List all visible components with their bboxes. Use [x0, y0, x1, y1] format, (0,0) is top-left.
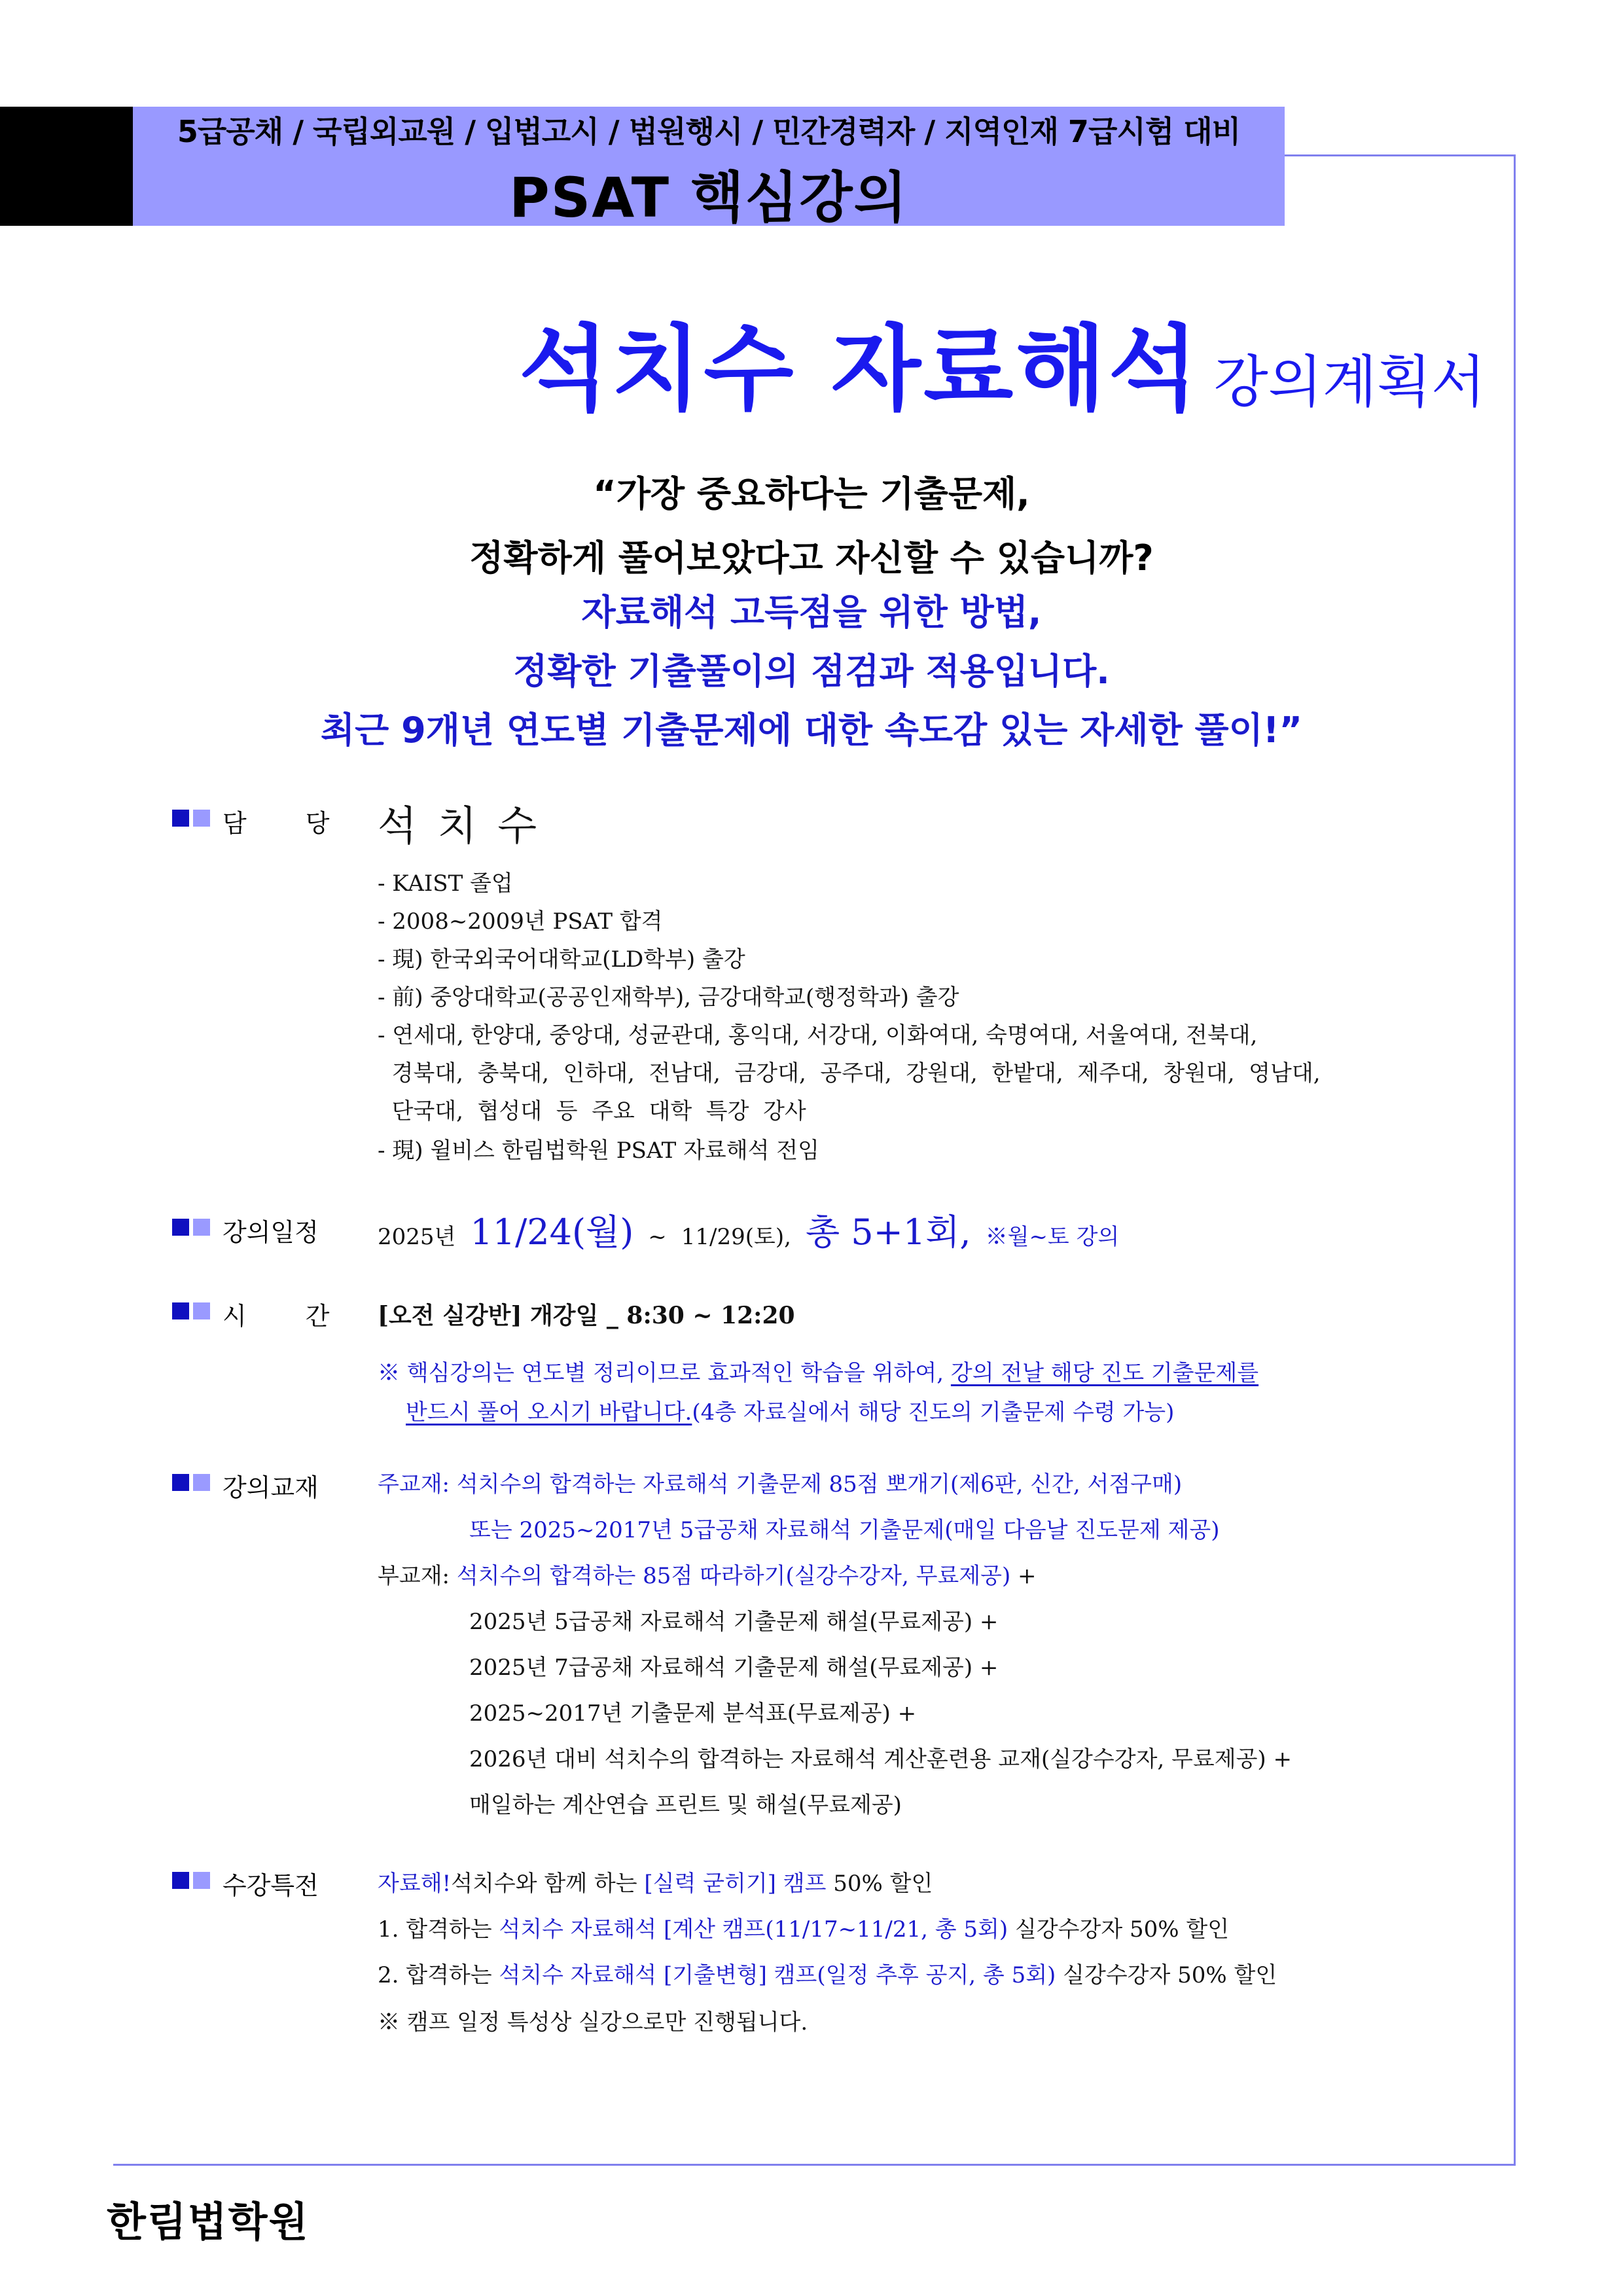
schedule-start: 11/24(월) [470, 1211, 634, 1253]
section-marker-materials [172, 1474, 210, 1491]
schedule-line [378, 1204, 1119, 1255]
slogan-line-3: 자료해석 고득점을 위한 방법, [581, 592, 1042, 633]
marker-square-light [193, 1474, 210, 1491]
marker-square-light [193, 1302, 210, 1319]
section-marker-benefits [172, 1872, 210, 1889]
time-note-underline-2: 반드시 풀어 오시기 바랍니다. [406, 1399, 692, 1426]
instructor-bio-3: - 現) 한국외국어대학교(LD학부) 출강 [378, 946, 745, 973]
slogan-line-2: 정확하게 풀어보았다고 자신할 수 있습니까? [469, 537, 1154, 579]
materials-main-line-1 [378, 1466, 1182, 1498]
header-banner [133, 107, 1285, 230]
section-marker-instructor [172, 810, 210, 827]
course-title [0, 295, 1486, 428]
time-note-suffix: (4층 자료실에서 해당 진도의 기출문제 수령 가능) [692, 1399, 1175, 1426]
instructor-bio-4: - 前) 중앙대학교(공공인재학부), 금강대학교(행정학과) 출강 [378, 984, 959, 1011]
slogan-line-4: 정확한 기출풀이의 점검과 적용입니다. [513, 651, 1110, 692]
section-marker-schedule [172, 1219, 210, 1236]
schedule-sessions: 총 5+1회, [805, 1211, 971, 1253]
benefits-line-3-a: 2. 합격하는 [378, 1962, 492, 1988]
marker-square-dark [172, 1219, 189, 1236]
instructor-bio-2: - 2008~2009년 PSAT 합격 [378, 908, 663, 935]
benefits-line-2-a: 1. 합격하는 [378, 1916, 492, 1943]
marker-square-light [193, 1219, 210, 1236]
materials-sub-item-5: 매일하는 계산연습 프린트 및 해설(무료제공) [469, 1792, 902, 1818]
materials-sub-item-3: 2025~2017년 기출문제 분석표(무료제공) + [469, 1700, 917, 1727]
frame-bottom-line [113, 2164, 1516, 2166]
slogan-line-1: “가장 중요하다는 기출문제, [593, 473, 1030, 514]
instructor-name: 석 치 수 [378, 802, 541, 850]
benefits-line-2-b: 석치수 자료해석 [계산 캠프(11/17~11/21, 총 5회) [499, 1916, 1008, 1943]
benefits-line-3-b: 석치수 자료해석 [기출변형] 캠프(일정 추후 공지, 총 5회) [499, 1962, 1056, 1988]
benefits-line-1-b: 석치수와 함께 하는 [451, 1871, 637, 1897]
header-black-block [0, 107, 133, 226]
materials-label: 강의교재 [223, 1473, 319, 1502]
academy-logo: 한림법학원 [107, 2198, 310, 2246]
time-label-char-1: 시 [223, 1302, 247, 1331]
benefits-line-2 [378, 1911, 1229, 1943]
instructor-bio-1: - KAIST 졸업 [378, 870, 513, 897]
instructor-label-char-2: 당 [305, 809, 330, 838]
materials-sub-item-2: 2025년 7급공채 자료해석 기출문제 해설(무료제공) + [469, 1655, 999, 1681]
instructor-label-char-1: 담 [223, 809, 247, 838]
instructor-bio-7: 단국대, 협성대 등 주요 대학 특강 강사 [378, 1098, 806, 1124]
benefits-line-2-c: 실강수강자 50% 할인 [1014, 1916, 1230, 1943]
materials-main-1: 석치수의 합격하는 자료해석 기출문제 85점 뽀개기(제6판, 신간, 서점구매) [456, 1471, 1183, 1498]
header-title: PSAT 핵심강의 [509, 166, 908, 230]
benefits-line-3 [378, 1957, 1277, 1989]
schedule-tilde: ~ [648, 1224, 667, 1250]
course-title-suffix: 강의계획서 [1213, 350, 1486, 415]
marker-square-light [193, 1872, 210, 1889]
header-subtitle: 5급공채 / 국립외교원 / 입법고시 / 법원행시 / 민간경력자 / 지역인재 7급시험 대비 [177, 114, 1241, 149]
marker-square-dark [172, 1302, 189, 1319]
marker-square-dark [172, 1872, 189, 1889]
materials-sub-item-4: 2026년 대비 석치수의 합격하는 자료해석 계산훈련용 교재(실강수강자, 무료제공) + [469, 1746, 1292, 1772]
benefits-line-1-c: [실력 굳히기] 캠프 [644, 1871, 827, 1897]
slogan-line-5: 최근 9개년 연도별 기출문제에 대한 속도감 있는 자세한 풀이!” [320, 709, 1303, 751]
schedule-end: 11/29(토), [681, 1224, 791, 1250]
materials-sub-line-1 [378, 1558, 1037, 1590]
benefits-line-1-d: 50% 할인 [833, 1871, 933, 1897]
instructor-bio-6: 경북대, 충북대, 인하대, 전남대, 금강대, 공주대, 강원대, 한밭대, 제주대, 창원대, 영남대, [378, 1060, 1321, 1086]
marker-square-dark [172, 1474, 189, 1491]
time-label [223, 1296, 329, 1332]
instructor-bio-5: - 연세대, 한양대, 중앙대, 성균관대, 홍익대, 서강대, 이화여대, 숙명여대, 서울여대, 전북대, [378, 1022, 1258, 1049]
frame-top-line [1285, 154, 1516, 156]
frame-right-line [1514, 154, 1516, 2165]
materials-sub-item-1: 2025년 5급공채 자료해석 기출문제 해설(무료제공) + [469, 1609, 999, 1635]
materials-sub-1-plus: + [1018, 1563, 1037, 1589]
materials-main-label: 주교재: [378, 1471, 450, 1498]
marker-square-dark [172, 810, 189, 827]
benefits-line-1 [378, 1865, 933, 1897]
schedule-label: 강의일정 [223, 1218, 319, 1247]
time-class: [오전 실강반] 개강일 _ 8:30 ~ 12:20 [378, 1302, 795, 1329]
course-title-main: 석치수 자료해석 [518, 315, 1201, 423]
benefits-note: ※ 캠프 일정 특성상 실강으로만 진행됩니다. [378, 2009, 808, 2036]
marker-square-light [193, 810, 210, 827]
instructor-label [223, 803, 329, 839]
time-note-underline-1: 강의 전날 해당 진도 기출문제를 [950, 1360, 1259, 1386]
benefits-line-1-a: 자료해! [378, 1871, 452, 1897]
schedule-year: 2025년 [378, 1224, 456, 1250]
schedule-note: ※월~토 강의 [985, 1224, 1120, 1250]
time-note-prefix: ※ 핵심강의는 연도별 정리이므로 효과적인 학습을 위하여, [378, 1360, 944, 1386]
materials-main-2: 또는 2025~2017년 5급공채 자료해석 기출문제(매일 다음날 진도문제 제공) [469, 1517, 1220, 1543]
section-marker-time [172, 1302, 210, 1319]
materials-sub-label: 부교재: [378, 1563, 450, 1589]
time-note-line-1 [378, 1355, 1258, 1387]
materials-sub-1: 석치수의 합격하는 85점 따라하기(실강수강자, 무료제공) [456, 1563, 1011, 1589]
benefits-line-3-c: 실강수강자 50% 할인 [1063, 1962, 1277, 1988]
time-note-line-2 [406, 1394, 1174, 1426]
time-label-char-2: 간 [305, 1302, 330, 1331]
benefits-label: 수강특전 [223, 1871, 319, 1900]
instructor-bio-8: - 現) 윌비스 한림법학원 PSAT 자료해석 전임 [378, 1138, 819, 1164]
